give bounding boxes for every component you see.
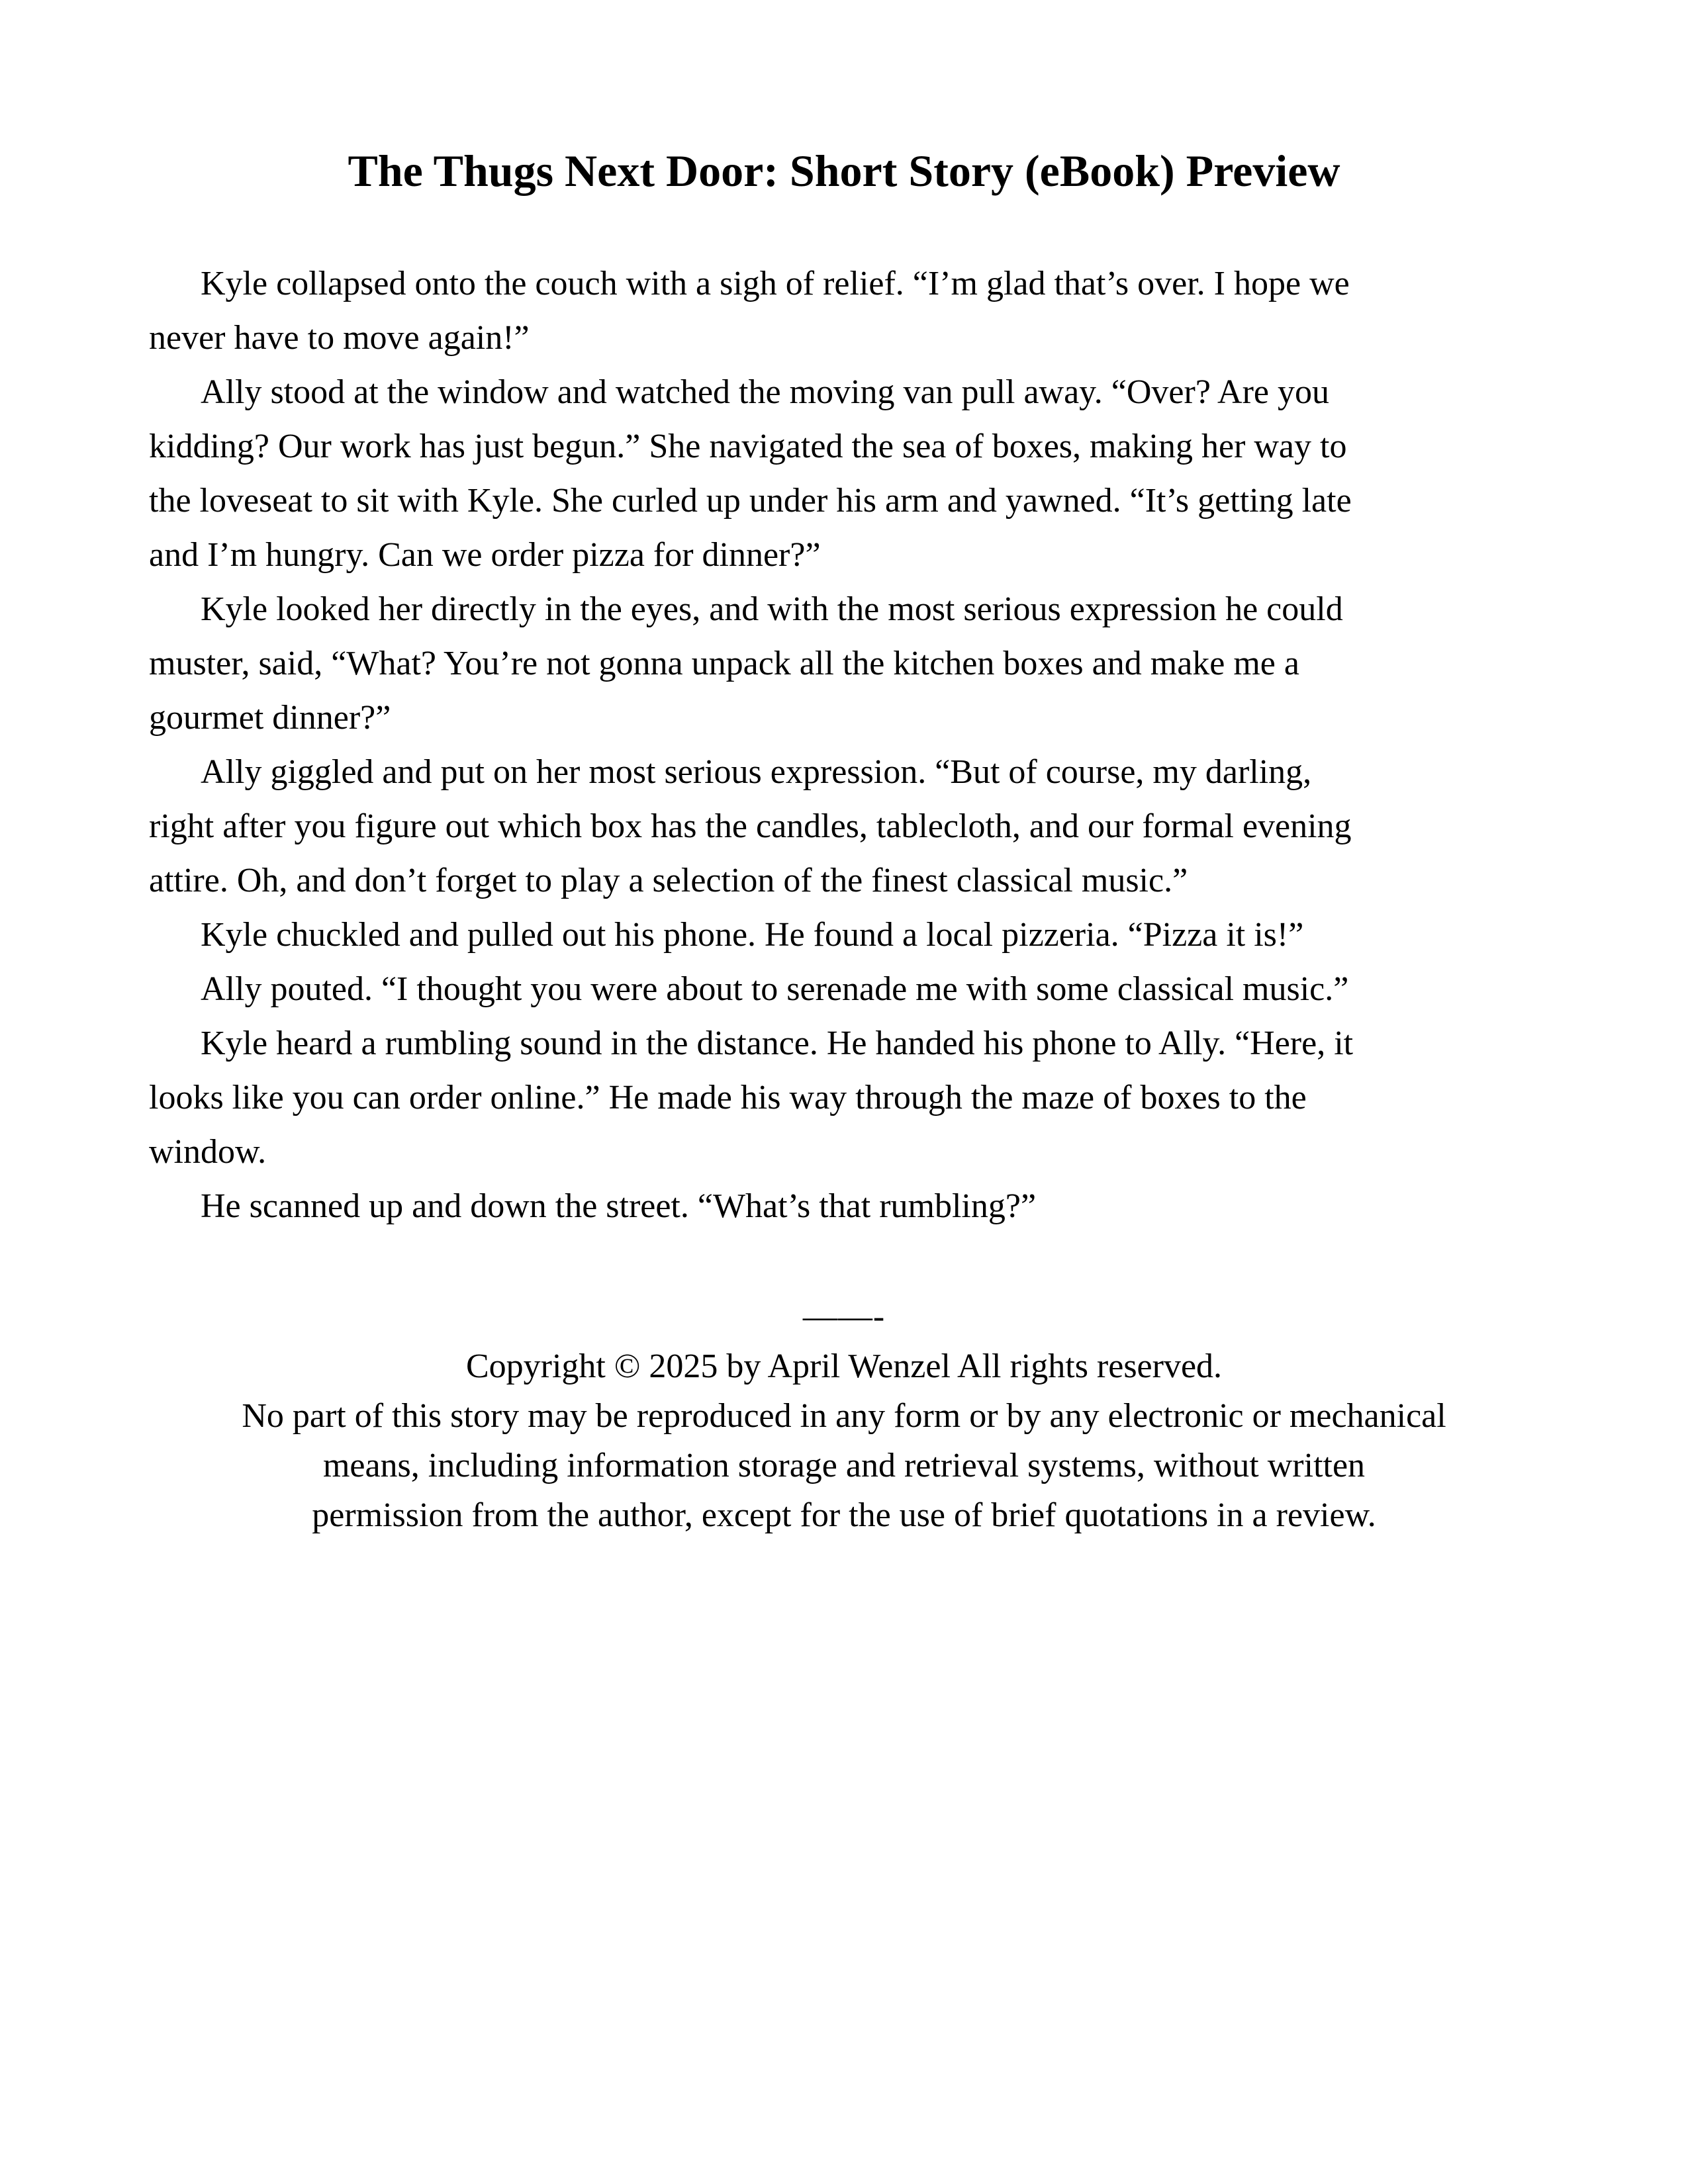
story-line: Ally pouted. “I thought you were about to serenade me with some classical music.” bbox=[201, 970, 1349, 1008]
copyright-line: means, including information storage and retrieval systems, without written bbox=[322, 1447, 1366, 1484]
story-line: muster, said, “What? You’re not gonna unpack all the kitchen boxes and make me a bbox=[149, 645, 1299, 682]
story-line: Ally giggled and put on her most serious expression. “But of course, my darling, bbox=[201, 753, 1312, 791]
copyright-line: permission from the author, except for the use of brief quotations in a review. bbox=[312, 1496, 1376, 1534]
story-line: gourmet dinner?” bbox=[149, 699, 391, 737]
story-body bbox=[149, 257, 1539, 1234]
story-line: and I’m hungry. Can we order pizza for dinner?” bbox=[149, 536, 821, 574]
story-line: Kyle looked her directly in the eyes, and with the most serious expression he could bbox=[201, 590, 1343, 628]
page-title: The Thugs Next Door: Short Story (eBook) Preview bbox=[348, 146, 1340, 196]
story-line: attire. Oh, and don’t forget to play a selection of the finest classical music.” bbox=[149, 862, 1188, 899]
section-divider: ——- bbox=[802, 1298, 886, 1336]
story-line: Kyle heard a rumbling sound in the distance. He handed his phone to Ally. “Here, it bbox=[201, 1024, 1354, 1062]
story-line: Kyle chuckled and pulled out his phone. He found a local pizzeria. “Pizza it is!” bbox=[201, 916, 1304, 954]
story-line: right after you figure out which box has the candles, tablecloth, and our formal evening bbox=[149, 807, 1352, 845]
story-line: He scanned up and down the street. “What’s that rumbling?” bbox=[201, 1187, 1037, 1225]
story-line: never have to move again!” bbox=[149, 319, 530, 357]
copyright-line: No part of this story may be reproduced in any form or by any electronic or mechanical bbox=[242, 1397, 1446, 1435]
story-line: kidding? Our work has just begun.” She navigated the sea of boxes, making her way to bbox=[149, 428, 1347, 465]
story-line: looks like you can order online.” He made his way through the maze of boxes to the bbox=[149, 1079, 1307, 1116]
footer-block bbox=[149, 1292, 1539, 1540]
story-line: window. bbox=[149, 1133, 267, 1171]
story-line: Ally stood at the window and watched the moving van pull away. “Over? Are you bbox=[201, 373, 1329, 411]
copyright-block bbox=[149, 1342, 1539, 1540]
story-line: the loveseat to sit with Kyle. She curled up under his arm and yawned. “It’s getting late bbox=[149, 482, 1352, 520]
copyright-line: Copyright © 2025 by April Wenzel All rights reserved. bbox=[465, 1347, 1223, 1385]
story-line: Kyle collapsed onto the couch with a sigh of relief. “I’m glad that’s over. I hope we bbox=[201, 265, 1350, 302]
